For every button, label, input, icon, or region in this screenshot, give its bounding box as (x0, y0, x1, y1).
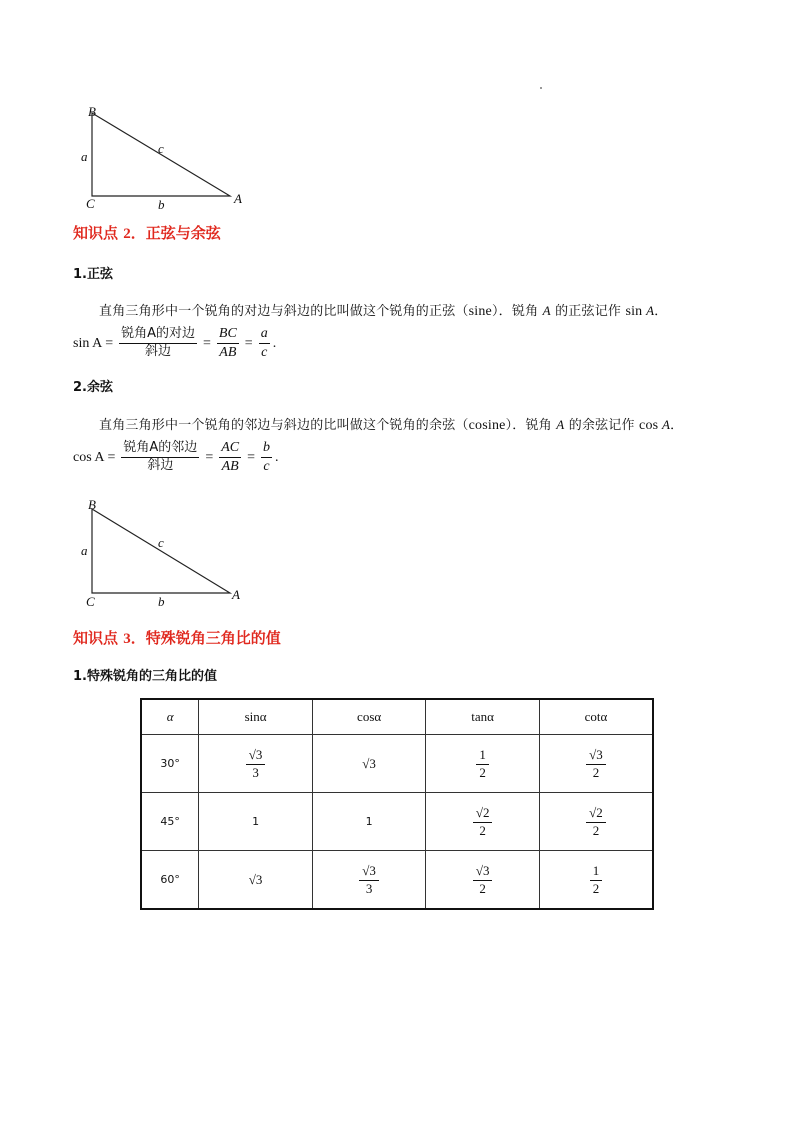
frac-denominator: 3 (252, 765, 259, 780)
sine-ratio-fraction (217, 326, 239, 361)
sine-side-fraction (259, 326, 270, 361)
table-row (141, 735, 653, 793)
frac-numerator: √3 (473, 863, 493, 881)
fraction (246, 747, 266, 782)
side-label-c: c (158, 141, 164, 156)
cosine-text-3: 的余弦记作 (564, 418, 640, 433)
formula-end: . (275, 449, 279, 465)
equals-sign: = (105, 335, 114, 351)
equals-sign: = (244, 335, 253, 351)
table-row (141, 851, 653, 910)
sin-cell (199, 735, 313, 793)
cosine-text-2: ）．锐角 (505, 418, 557, 433)
frac-numerator: 1 (476, 747, 489, 765)
frac-numerator: 锐角A的对边 (119, 327, 197, 344)
fraction (586, 747, 606, 782)
fraction (586, 805, 606, 840)
frac-denominator: c (263, 459, 270, 475)
frac-denominator: 2 (479, 823, 486, 838)
frac-denominator: 2 (592, 765, 600, 780)
cosine-var: A (556, 417, 565, 432)
sine-var: A (542, 303, 551, 318)
equals-sign: = (205, 449, 214, 465)
fraction (473, 863, 493, 898)
heading-number: 2 (123, 226, 131, 242)
fraction (359, 863, 379, 898)
cosine-word: cosine (468, 418, 506, 433)
heading-title: ．正弦与余弦 (130, 224, 221, 242)
side-label-a: a (81, 149, 88, 164)
vertex-label-b: B (88, 104, 96, 119)
frac-denominator: 2 (592, 881, 600, 896)
cosine-text-end: ． (670, 418, 684, 433)
cosine-lhs: cos A (73, 449, 105, 465)
cosine-formula (73, 440, 279, 475)
sine-subheading: 1.正弦 (73, 267, 113, 282)
header-sin: sinα (199, 699, 313, 735)
sine-notation-var: A (646, 303, 655, 318)
formula-end: . (272, 335, 277, 351)
cos-cell (312, 735, 426, 793)
angle-cell: 30° (141, 735, 199, 793)
cosine-notation-fn: cos (639, 418, 663, 433)
cosine-definition (99, 414, 683, 434)
cosine-text-1: 直角三角形中一个锐角的邻边与斜边的比叫做这个锐角的余弦（ (99, 418, 469, 433)
vertex-label-a: A (232, 587, 240, 602)
frac-denominator: 斜边 (147, 458, 174, 474)
triangle-shape (92, 509, 230, 593)
special-angles-table (140, 698, 654, 910)
cot-cell (539, 735, 653, 793)
fraction (473, 805, 493, 840)
sine-notation-fn: sin (625, 304, 647, 319)
frac-numerator: √2 (473, 805, 493, 823)
frac-numerator: √3 (586, 747, 606, 765)
cos-cell (312, 851, 426, 910)
frac-denominator: AB (221, 459, 239, 475)
cot-cell (539, 793, 653, 851)
sine-word-fraction (119, 327, 197, 360)
frac-numerator: √3 (359, 863, 379, 881)
sine-text-end: ． (654, 304, 668, 319)
sine-text-3: 的正弦记作 (550, 304, 626, 319)
side-label-a: a (81, 543, 88, 558)
stray-dot (540, 87, 542, 89)
frac-numerator: 锐角A的邻边 (121, 441, 199, 458)
vertex-label-c: C (86, 594, 95, 609)
side-label-b: b (158, 197, 165, 212)
frac-denominator: c (261, 345, 268, 361)
tan-cell (426, 851, 540, 910)
section-2-heading (73, 222, 221, 243)
radical: √3 (248, 871, 263, 887)
sine-definition (99, 300, 667, 320)
fraction (476, 747, 489, 782)
frac-numerator: BC (217, 326, 239, 344)
sin-cell (199, 851, 313, 910)
table-row (141, 793, 653, 851)
angle-cell: 60° (141, 851, 199, 910)
sine-word: sine (468, 304, 492, 319)
vertex-label-b: B (88, 497, 96, 512)
header-alpha: α (141, 699, 199, 735)
tan-cell (426, 735, 540, 793)
sine-formula (73, 326, 276, 361)
vertex-label-a: A (234, 191, 242, 206)
sine-text-2: ）．锐角 (491, 304, 543, 319)
right-triangle-diagram-1 (70, 100, 260, 212)
table-header-row (141, 699, 653, 735)
frac-denominator: 3 (365, 881, 373, 896)
angle-cell: 45° (141, 793, 199, 851)
frac-denominator: 2 (479, 881, 486, 896)
cosine-ratio-fraction (219, 440, 241, 475)
cos-cell: 1 (312, 793, 426, 851)
sine-text-1: 直角三角形中一个锐角的对边与斜边的比叫做这个锐角的正弦（ (99, 304, 469, 319)
equals-sign: = (247, 449, 256, 465)
special-angles-subheading: 1.特殊锐角的三角比的值 (73, 669, 217, 684)
side-label-c: c (158, 535, 164, 550)
header-cot: cotα (539, 699, 653, 735)
equals-sign: = (203, 335, 211, 351)
cosine-subheading: 2.余弦 (73, 380, 113, 395)
frac-numerator: √3 (246, 747, 266, 765)
side-label-b: b (158, 594, 165, 609)
cot-cell (539, 851, 653, 910)
header-cos: cosα (312, 699, 426, 735)
sin-cell: 1 (199, 793, 313, 851)
cosine-side-fraction (261, 440, 272, 475)
frac-denominator: AB (219, 345, 237, 361)
vertex-label-c: C (86, 196, 95, 211)
cosine-word-fraction (121, 441, 199, 474)
heading-prefix: 知识点 (73, 629, 119, 647)
frac-numerator: 1 (590, 863, 603, 881)
tan-cell (426, 793, 540, 851)
sine-lhs: sin A (73, 335, 103, 351)
frac-numerator: AC (219, 440, 241, 458)
equals-sign: = (107, 449, 116, 465)
heading-title: ．特殊锐角三角比的值 (130, 629, 281, 647)
fraction (590, 863, 603, 898)
radical: √3 (362, 755, 376, 771)
header-tan: tanα (426, 699, 540, 735)
heading-prefix: 知识点 (73, 224, 119, 242)
frac-denominator: 2 (592, 823, 600, 838)
heading-number: 3 (123, 631, 131, 647)
cosine-notation-var: A (662, 417, 671, 432)
frac-numerator: a (259, 326, 270, 344)
frac-denominator: 斜边 (145, 344, 172, 360)
frac-numerator: √2 (586, 805, 606, 823)
section-3-heading (73, 627, 281, 648)
frac-denominator: 2 (479, 765, 486, 780)
frac-numerator: b (261, 440, 272, 458)
